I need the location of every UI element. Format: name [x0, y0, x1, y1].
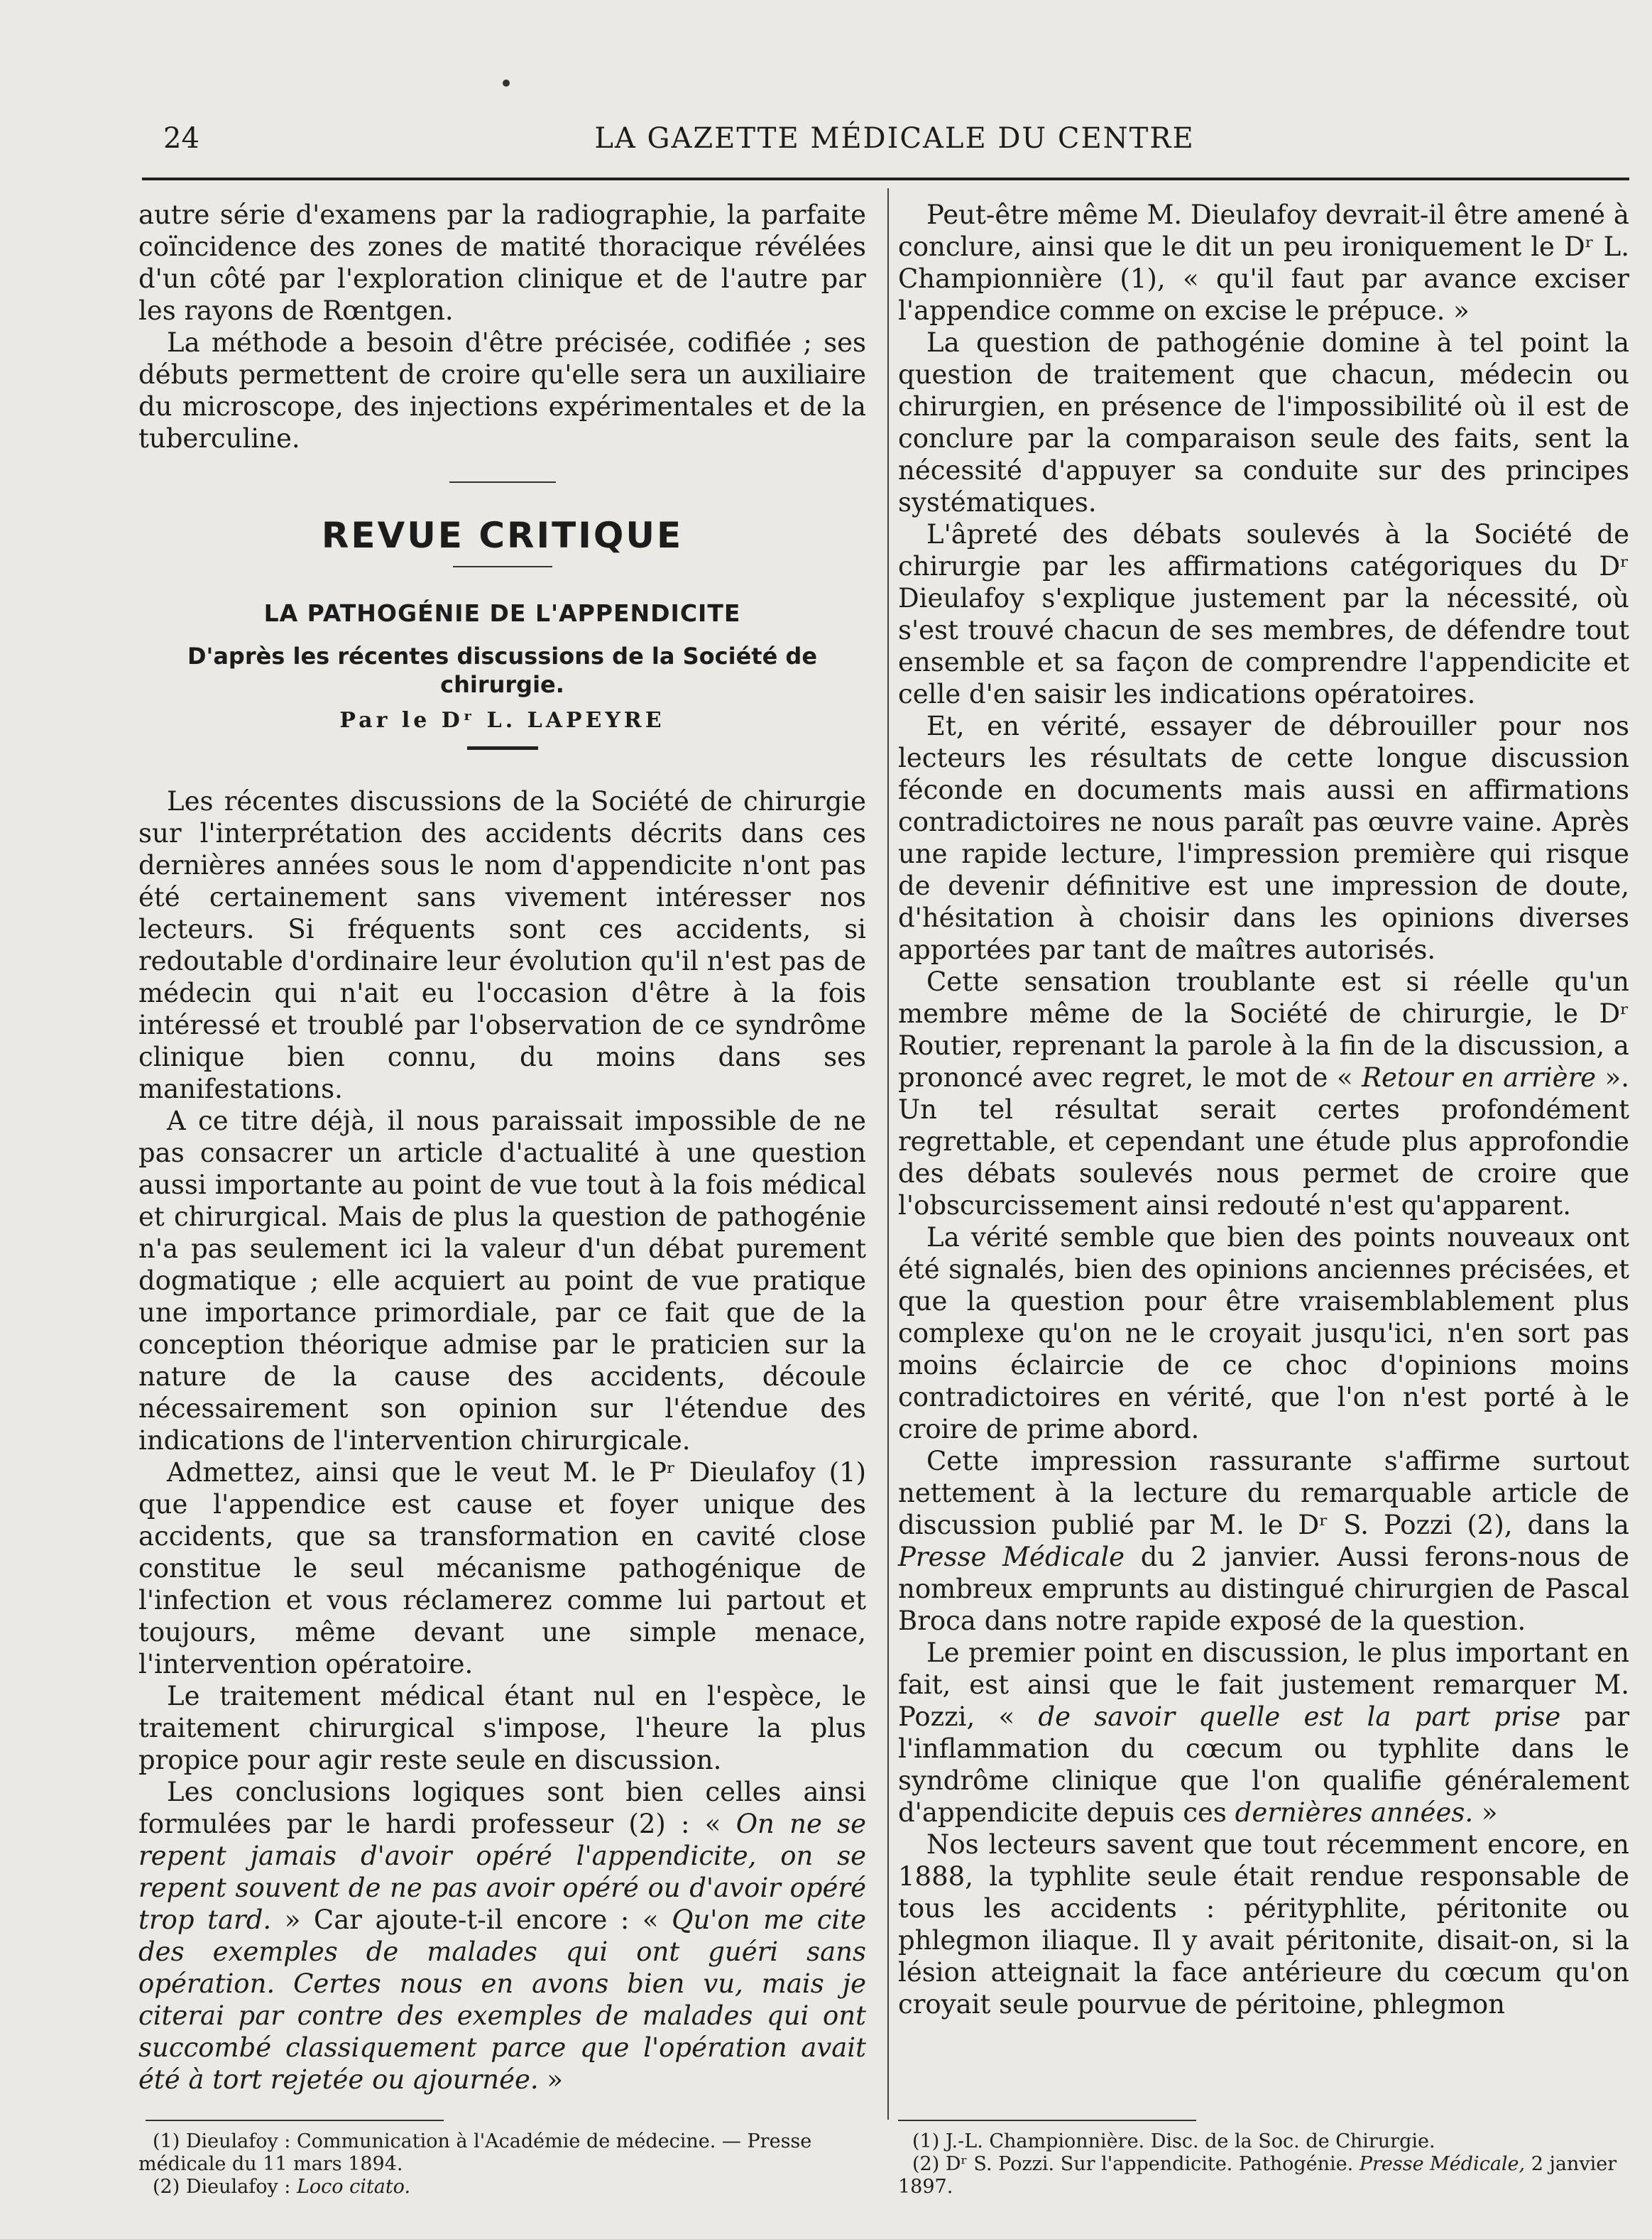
ink-dot [503, 80, 510, 87]
quote-italic: Qu'on me cite des exemples de malades qui ont guéri sans opération. Certes nous en avons bien vu, mais je citerai par contre des exemples de malades qui ont succombé classiquement parce que l'opération avait été à tort rejetée ou ajournée. [138, 1905, 867, 2095]
running-title: LA GAZETTE MÉDICALE DU CENTRE [594, 122, 1195, 155]
paragraph [898, 966, 1629, 1221]
text-run: 2 janvier 1897. [898, 2153, 1617, 2198]
article-subtitle: D'après les récentes discussions de la Société de chirurgie. [187, 643, 818, 698]
page-number: 24 [163, 122, 199, 155]
text-run: par l'inflammation du cœcum ou typhlite dans le syndrôme clinique que l'on qualifie généralement d'appendicite depuis ces [898, 1701, 1630, 1828]
paragraph [138, 1776, 866, 2096]
text-run: (2) Dʳ S. Pozzi. Sur l'appendicite. Pathogénie. [912, 2153, 1360, 2175]
text-run: » [538, 2064, 564, 2095]
footnote-rule [146, 2120, 444, 2121]
paragraph: Et, en vérité, essayer de débrouiller pour nos lecteurs les résultats de cette longue discussion féconde en documents mais aussi en affirmations contradictoires ne nous paraît pas œuvre vaine. Après une rapide lecture, l'impression première qui risque de devenir définitive est une impression de doute, d'hésitation à choisir dans les opinions diverses apportées par tant de maîtres autorisés. [898, 711, 1629, 965]
header-rule [142, 178, 1629, 180]
article-title: LA PATHOGÉNIE DE L'APPENDICITE [263, 599, 741, 627]
left-column [138, 199, 866, 2096]
text-run: » Car ajoute-t-il encore : « [271, 1905, 672, 1935]
text-run: du 2 janvier. Aussi ferons-nous de nombreux emprunts au distingué chirurgien de Pascal Broca dans notre rapide exposé de la question. [898, 1542, 1629, 1636]
text-run: Cette impression rassurante s'affirme surtout nettement à la lecture du remarquable article de discussion publié par M. le Dʳ S. Pozzi (2), dans la [898, 1446, 1629, 1540]
section-title: REVUE CRITIQUE [321, 515, 684, 556]
paragraph: Le traitement médical étant nul en l'espèce, le traitement chirurgical s'impose, l'heure la plus propice pour agir reste seule en discussion. [138, 1681, 866, 1775]
text-run: » [1473, 1797, 1498, 1828]
paragraph: Nos lecteurs savent que tout récemment encore, en 1888, la typhlite seule était rendue responsable de tous les accidents : pérityphlite, péritonite ou phlegmon iliaque. Il y avait péritonite, disait-on, si la lésion atteignait la face antérieure du cœcum qu'on croyait seule pourvue de péritoine, phlegmon [898, 1829, 1629, 2020]
right-column [898, 199, 1629, 2020]
paragraph [898, 1637, 1629, 1829]
column-divider [887, 188, 889, 2120]
paragraph: autre série d'examens par la radiographie, la parfaite coïncidence des zones de matité thoracique révélées d'un côté par l'exploration clinique et de l'autre par les rayons de Rœntgen. [138, 200, 866, 326]
quote-italic: On ne se repent jamais d'avoir opéré l'appendicite, on se repent souvent de ne pas avoir opéré ou d'avoir opéré trop tard. [138, 1809, 866, 1935]
page-header [163, 122, 1626, 165]
text-run: ». Un tel résultat serait certes profondément regrettable, et cependant une étude plus approfondie des débats soulevés nous permet de croire que l'obscurcissement ainsi redouté n'est qu'apparent. [898, 1062, 1629, 1221]
title-rule [453, 566, 552, 567]
paragraph: Admettez, ainsi que le veut M. le Pʳ Dieulafoy (1) que l'appendice est cause et foyer unique des accidents, que sa transformation en cavité close constitue le seul mécanisme pathogénique de l'infection et vous réclamerez comme lui partout et toujours, même devant une simple menace, l'intervention opératoire. [138, 1457, 866, 1679]
text-run: Les conclusions logiques sont bien celles ainsi formulées par le hardi professeur (2) : « [138, 1777, 866, 1839]
quote-italic: dernières années. [1235, 1797, 1474, 1828]
text-run: Le premier point en discussion, le plus important en fait, est ainsi que le fait justement remarquer M. Pozzi, « [898, 1638, 1629, 1732]
paragraph: Les récentes discussions de la Société de chirurgie sur l'interprétation des accidents décrits dans ces dernières années sous le nom d'appendicite n'ont pas été certainement sans vivement intéresser nos lecteurs. Si fréquents sont ces accidents, si redoutable d'ordinaire leur évolution qu'il n'est pas de médecin qui n'ait eu l'occasion d'être à la fois intéressé et troublé par l'observation de ce syndrôme clinique bien connu, du moins dans ses manifestations. [138, 786, 866, 1104]
footnotes-left [138, 2130, 866, 2199]
paragraph [898, 1445, 1629, 1637]
footnotes-right [898, 2130, 1629, 2199]
quote-italic: Retour en arrière [1362, 1062, 1597, 1093]
text-run: Cette sensation troublante est si réelle qu'un membre même de la Société de chirurgie, le Dʳ Routier, reprenant la parole à la fin de la discussion, a prononcé avec regret, le mot de « [898, 966, 1629, 1093]
paragraph: La question de pathogénie domine à tel point la question de traitement que chacun, médecin ou chirurgien, en présence de l'impossibilité où il est de conclure par la comparaison seule des faits, sent la nécessité d'appuyer sa conduite sur des principes systématiques. [898, 327, 1629, 518]
journal-title-italic: Presse Médicale [898, 1542, 1125, 1572]
footnote [138, 2176, 866, 2199]
footnote [898, 2153, 1629, 2199]
byline-rule [467, 746, 538, 750]
quote-italic: de savoir quelle est la part prise [1038, 1701, 1561, 1732]
footnote-rule [898, 2120, 1196, 2121]
text-run: (2) Dieulafoy : [153, 2176, 297, 2198]
footnote: (1) J.-L. Championnière. Disc. de la Soc. de Chirurgie. [912, 2130, 1435, 2152]
paragraph: L'âpreté des débats soulevés à la Société de chirurgie par les affirmations catégoriques du Dʳ Dieulafoy s'explique justement par la nécessité, où s'est trouvé chacun de ses membres, de défendre tout ensemble et sa façon de comprendre l'appendicite et celle d'en saisir les indications opératoires. [898, 519, 1629, 709]
byline: Par le Dʳ L. LAPEYRE [339, 708, 665, 733]
footnote: (1) Dieulafoy : Communication à l'Académie de médecine. — Presse médicale du 11 mars 1894. [138, 2130, 812, 2175]
section-separator [449, 481, 556, 483]
paragraph: A ce titre déjà, il nous paraissait impossible de ne pas consacrer un article d'actualité à une question aussi importante au point de vue tout à la fois médical et chirurgical. Mais de plus la question de pathogénie n'a pas seulement ici la valeur d'un débat purement dogmatique ; elle acquiert au point de vue pratique une importance primordiale, par ce fait que de la conception théorique admise par le praticien sur la nature de la cause des accidents, découle nécessairement son opinion sur l'étendue des indications de l'intervention chirurgicale. [138, 1106, 866, 1456]
citation-italic: Presse Médicale, [1359, 2153, 1526, 2175]
paragraph: La vérité semble que bien des points nouveaux ont été signalés, bien des opinions anciennes précisées, et que la question pour être vraisemblablement plus complexe qu'on ne le croyait jusqu'ici, n'en sort pas moins éclaircie de ce choc d'opinions moins contradictoires en vérité, que l'on n'est porté à le croire de prime abord. [898, 1222, 1629, 1444]
paragraph: Peut-être même M. Dieulafoy devrait-il être amené à conclure, ainsi que le dit un peu ironiquement le Dʳ L. Championnière (1), « qu'il faut par avance exciser l'appendice comme on excise le prépuce. » [898, 200, 1629, 326]
citation-italic: Loco citato. [296, 2176, 411, 2198]
paragraph: La méthode a besoin d'être précisée, codifiée ; ses débuts permettent de croire qu'elle sera un auxiliaire du microscope, des injections expérimentales et de la tuberculine. [138, 327, 866, 454]
